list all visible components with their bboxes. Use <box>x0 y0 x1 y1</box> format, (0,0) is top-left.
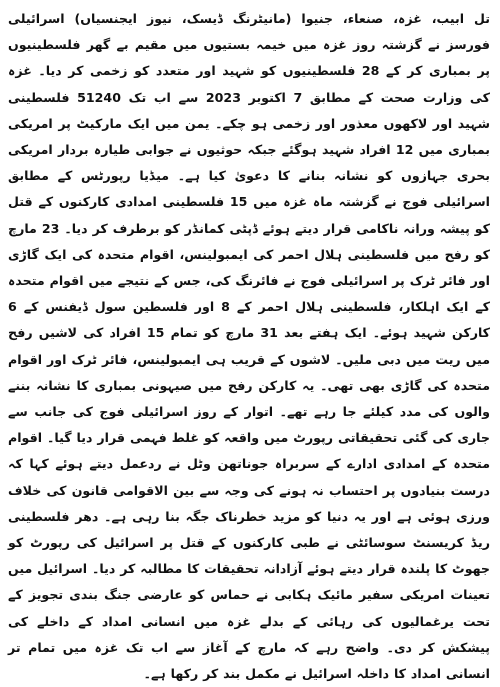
article-body: تل ابیب، غزہ، صنعاء، جنیوا (مانیٹرنگ ڈیسک، نیوز ایجنسیاں) اسرائیلی فورسز نے گزشتہ روز غزہ میں خیمہ بستیوں میں مقیم بے گھر فلسطینیوں پر بمباری کر کے 28 فلسطینیوں کو شہید اور متعدد کو زخمی کر دیا۔ غزہ کی وزارت صحت کے مطابق 7 اکتوبر 2023 سے اب تک 51240 فلسطینی شہید اور لاکھوں معذور اور زخمی ہو چکے۔ یمن میں ایک مارکیٹ پر امریکی بمباری میں 12 افراد شہید ہوگئے جبکہ حوثیوں نے جوابی طیارہ بردار امریکی بحری جہازوں کو نشانہ بنانے کا دعویٰ کیا ہے۔ میڈیا رپورٹس کے مطابق اسرائیلی فوج نے گزشتہ ماہ غزہ میں 15 فلسطینی امدادی کارکنوں کے قتل کو پیشہ ورانہ ناکامی قرار دیتے ہوئے ڈپٹی کمانڈر کو برطرف کر دیا۔ 23 مارچ کو رفح میں فلسطینی ہلال احمر کی ایمبولینس، اقوام متحدہ کی ایک گاڑی اور فائر ٹرک پر اسرائیلی فوج نے فائرنگ کی، جس کے نتیجے میں اقوام متحدہ کے ایک اہلکار، فلسطینی ہلال احمر کے 8 اور فلسطین سول ڈیفنس کے 6 کارکن شہید ہوئے۔ ایک ہفتے بعد 31 مارچ کو تمام 15 افراد کی لاشیں رفح میں ریت میں دبی ملیں۔ لاشوں کے قریب ہی ایمبولینس، فائر ٹرک اور اقوام متحدہ کی گاڑی بھی تھی۔ یہ کارکن رفح میں صیہونی بمباری کا نشانہ بننے والوں کی مدد کیلئے جا رہے تھے۔ اتوار کے روز اسرائیلی فوج کی جانب سے جاری کی گئی تحقیقاتی رپورٹ میں واقعہ کو غلط فہمی قرار دیا گیا۔ اقوام متحدہ کے امدادی ادارے کے سربراہ جوناتھن وٹل نے ردعمل دیتے ہوئے کہا کہ درست بنیادوں پر احتساب نہ ہونے کی وجہ سے بین الاقوامی قانون کی خلاف ورزی ہوئی ہے اور یہ دنیا کو مزید خطرناک جگہ بنا رہی ہے۔ دھر فلسطینی ریڈ کریسنٹ سوسائٹی نے طبی کارکنوں کے قتل پر اسرائیل کی رپورٹ کو جھوٹ کا پلندہ قرار دیتے ہوئے آزادانہ تحقیقات کا مطالبہ کر دیا۔ اسرائیل میں تعینات امریکی سفیر مائیک ہکابی نے حماس کو عارضی جنگ بندی تجویز کے تحت یرغمالیوں کی رہائی کے بدلے غزہ میں انسانی امداد کے داخلے کی پیشکش کر دی۔ واضح رہے کہ مارچ کے آغاز سے اب تک غزہ میں تمام تر انسانی امداد کا داخلہ اسرائیل نے مکمل بند کر رکھا ہے۔ <box>8 11 491 682</box>
